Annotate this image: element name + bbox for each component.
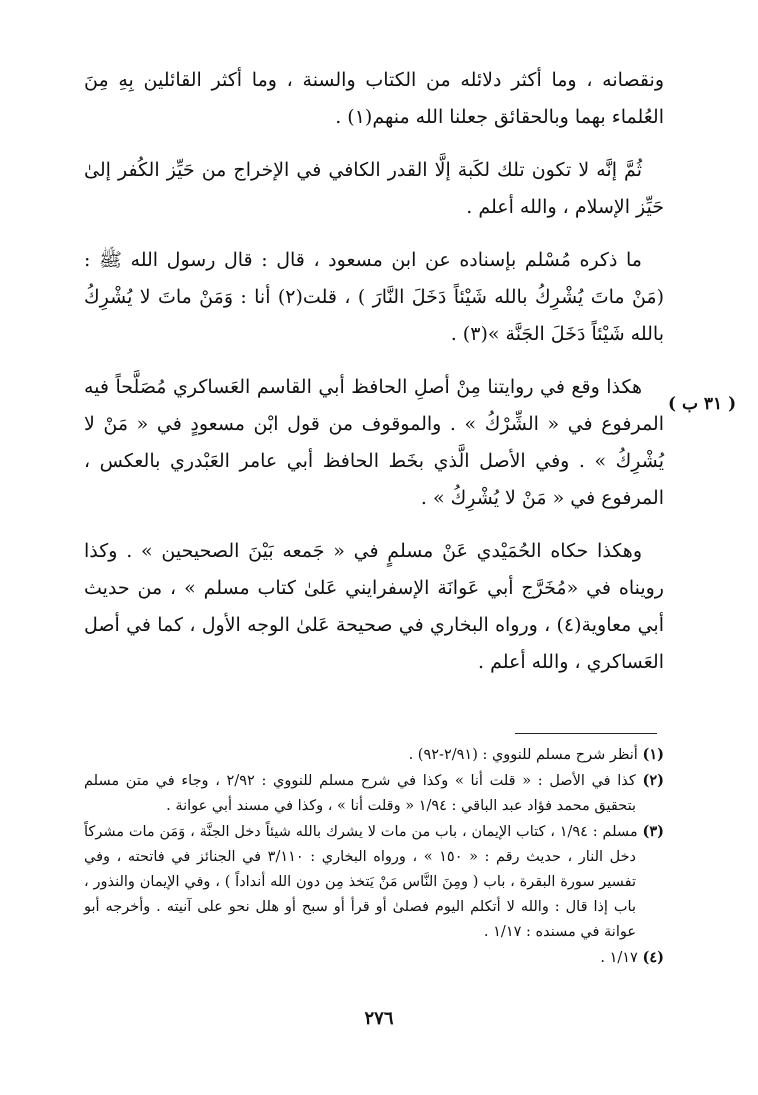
paragraph-2: ثُمَّ إنَّه لا تكون تلك لكَبة إلَّا القدر الكافي في الإخراج من حَيِّز الكُفر إلىٰ حَيِّز الإسلام ، والله أعلم .: [84, 159, 664, 218]
footnote-number: (٤): [642, 949, 664, 966]
footnote-item: [84, 819, 664, 945]
footnote-item: [84, 768, 664, 819]
paragraph-5: وهكذا حكاه الحُمَيْدي عَنْ مسلمٍ في « جَمعه بَيْنَ الصحيحين » . وكذا رويناه في «مُخَرَّج أبي عَوانَة الإسفرايني عَلىٰ كتاب مسلم » ، من حديث أبي معاوية(٤) ، ورواه البخاري في صحيحة عَلىٰ الوجه الأول ، كما في أصل العَساكري ، والله أعلم .: [84, 540, 665, 673]
footnote-text: أنظر شرح مسلم للنووي : (٢/٩١-٩٢) .: [408, 747, 638, 763]
main-text: [84, 62, 664, 697]
footnote-number: (١): [642, 746, 664, 763]
page-number: ٢٧٦: [364, 1008, 394, 1029]
footnote-item: [84, 945, 664, 971]
footnote-number: (٣): [642, 823, 665, 840]
footnote-item: [84, 742, 664, 768]
margin-folio-note: ( ٣١ ب ): [668, 394, 737, 414]
footnote-number: (٢): [642, 772, 665, 789]
footnotes: [84, 742, 664, 971]
footnote-text: مسلم : ١/٩٤ ، كتاب الإيمان ، باب من مات لا يشرك بالله شيئاً دخل الجنَّة ، وَمَن مات مشركاً دخل النار ، حديث رقم : « ١٥٠ » ، ورواه البخاري : ٣/١١٠ في الجنائز في فاتحته ، وفي تفسير سورة البقرة ، باب ( ومِنَ النَّاس مَنْ يَتخذ مِن دون الله أنداداً ) ، وفي الإيمان والنذور ، باب إذا قال : والله لا أتكلم اليوم فصلىٰ أو قرأ أو سبح أو هلل نحو على آنيته . وأخرجه أبو عوانة في مسنده : ١/١٧ .: [84, 824, 638, 940]
paragraph-4: هكذا وقع في روايتنا مِنْ أصلِ الحافظ أبي القاسم العَساكري مُصَلَّحاً فيه المرفوع في « الشِّرْكُ » . والموقوف من قول ابْن مسعودٍ في « مَنْ لا يُشْرِكُ » . وفي الأصل الَّذي بخَط الحافظ أبي عامر العَبْدري بالعكس ، المرفوع في « مَنْ لا يُشْرِكُ » .: [84, 376, 664, 509]
footnote-divider: [515, 733, 657, 734]
footnote-text: ١/١٧ .: [600, 950, 638, 966]
paragraph-1: ونقصانه ، وما أكثر دلائله من الكتاب والسنة ، وما أكثر القائلين بِهِ مِنَ العُلماء بهما وبالحقائق جعلنا الله منهم(١) .: [84, 69, 664, 128]
paragraph-3: ما ذكره مُسْلم بإسناده عن ابن مسعود ، قال : قال رسول الله ﷺ : (مَنْ ماتَ يُشْرِكُ بالله شَيْئاً دَخَلَ النَّارَ ) ، قلت(٢) أنا : وَمَنْ ماتَ لا يُشْرِكُ بالله شَيْئاً دَخَلَ الجَنَّة »(٣) .: [84, 249, 664, 345]
footnote-text: كذا في الأصل : « قلت أنا » وكذا في شرح مسلم للنووي : ٢/٩٢ ، وجاء في متن مسلم بتحقيق محمد فؤاد عبد الباقي : ١/٩٤ « وقلت أنا » ، وكذا في مسند أبي عوانة .: [84, 773, 636, 814]
